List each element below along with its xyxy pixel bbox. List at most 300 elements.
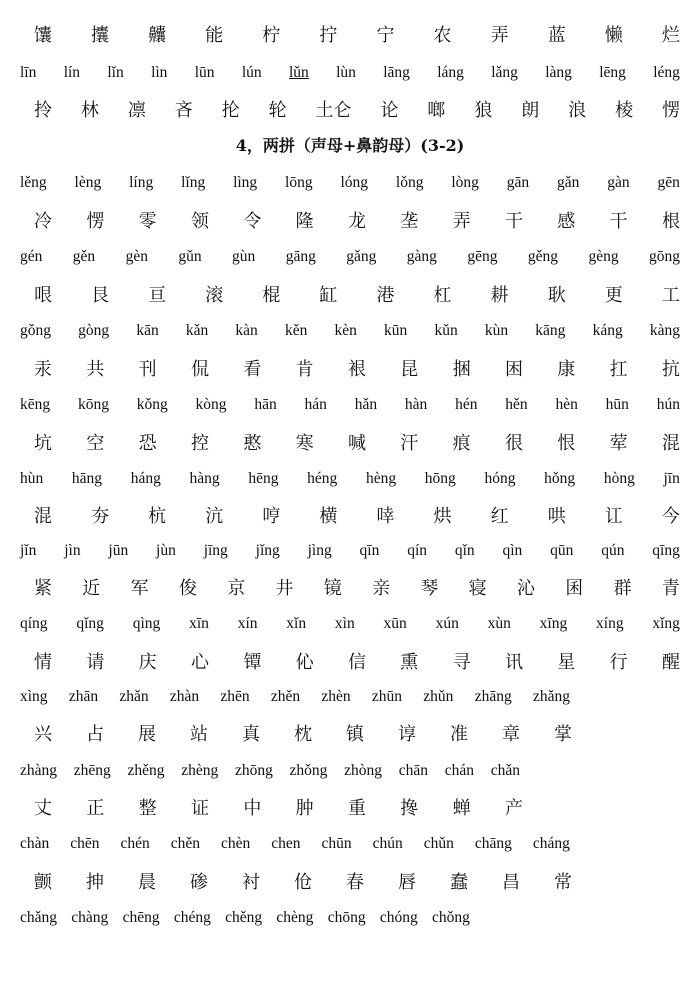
hanzi-char: 寻 — [452, 652, 471, 673]
pinyin-syllable: hěn — [505, 396, 528, 413]
hanzi-char: 滚 — [205, 285, 224, 306]
hanzi-char: 衬 — [242, 872, 260, 893]
hanzi-char: 肿 — [295, 798, 314, 819]
pinyin-syllable: lāng — [383, 64, 410, 81]
pinyin-syllable: chǔn — [423, 835, 454, 852]
hanzi-char: 垄 — [400, 211, 419, 232]
pinyin-syllable: cháng — [532, 835, 570, 852]
hanzi-char: 困 — [504, 359, 523, 380]
hanzi-char: 行 — [609, 652, 628, 673]
hanzi-char: 站 — [190, 724, 208, 745]
pinyin-syllable: chāng — [474, 835, 512, 852]
hanzi-char: 今 — [661, 506, 680, 527]
pinyin-syllable: jìng — [307, 542, 332, 559]
pinyin-syllable: chūn — [321, 835, 352, 852]
hanzi-char: 轮 — [268, 100, 287, 121]
hanzi-char: 镡 — [243, 652, 262, 673]
pinyin-syllable: chān — [398, 762, 429, 779]
hanzi-char: 棍 — [262, 285, 281, 306]
hanzi-char: 章 — [502, 724, 520, 745]
pinyin-syllable: kāng — [535, 322, 566, 339]
pinyin-syllable: lín — [63, 64, 81, 81]
pinyin-syllable: hùn — [20, 470, 44, 487]
hanzi-char: 喊 — [347, 433, 366, 454]
pinyin-syllable: héng — [307, 470, 338, 487]
hanzi-char: 真 — [242, 724, 260, 745]
hanzi-row — [20, 19, 680, 49]
hanzi-char: 琴 — [420, 578, 439, 599]
hanzi-char: 烂 — [661, 25, 680, 46]
pinyin-syllable: kōng — [77, 396, 109, 413]
pinyin-syllable: zhān — [68, 688, 99, 705]
pinyin-syllable: qìng — [132, 615, 161, 632]
hanzi-char: 汞 — [34, 359, 52, 380]
hanzi-char: 混 — [34, 506, 52, 527]
pinyin-syllable: chěn — [170, 835, 201, 852]
pinyin-syllable: kān — [136, 322, 159, 339]
pinyin-syllable: líng — [129, 174, 154, 191]
pinyin-syllable: hǎn — [354, 396, 378, 413]
pinyin-syllable: zhǎng — [532, 688, 570, 705]
pinyin-syllable: chèn — [221, 835, 251, 852]
hanzi-char: 信 — [347, 652, 366, 673]
hanzi-char: 空 — [86, 433, 105, 454]
pinyin-syllable: hōng — [424, 470, 456, 487]
hanzi-char: 正 — [86, 798, 105, 819]
pinyin-syllable: zhǒng — [289, 762, 328, 779]
pinyin-syllable: gùn — [232, 248, 256, 265]
hanzi-char: 狼 — [474, 100, 493, 121]
hanzi-char: 昌 — [502, 872, 520, 893]
pinyin-syllable: chǎng — [20, 909, 58, 926]
hanzi-char: 龙 — [347, 211, 366, 232]
pinyin-row — [20, 390, 680, 420]
hanzi-char: 刊 — [138, 359, 157, 380]
pinyin-syllable: qín — [407, 542, 427, 559]
hanzi-char: 心 — [190, 652, 209, 673]
hanzi-char: 兴 — [34, 724, 52, 745]
pinyin-syllable: xǐn — [286, 615, 307, 632]
hanzi-char: 蓝 — [547, 25, 566, 46]
pinyin-syllable: qīng — [652, 542, 680, 559]
hanzi-char: 重 — [347, 798, 366, 819]
hanzi-char: 情 — [34, 652, 52, 673]
pinyin-syllable: lóng — [340, 174, 369, 191]
pinyin-syllable: xǐng — [652, 615, 680, 632]
pinyin-syllable: xūn — [383, 615, 407, 632]
pinyin-syllable: zhèn — [321, 688, 351, 705]
hanzi-char: 春 — [346, 872, 364, 893]
pinyin-syllable: hāng — [71, 470, 103, 487]
pinyin-syllable: chàn — [20, 835, 50, 852]
hanzi-char: 林 — [80, 100, 99, 121]
hanzi-char: 沆 — [205, 506, 224, 527]
pinyin-syllable: zhèng — [181, 762, 219, 779]
hanzi-char: 烘 — [433, 506, 452, 527]
hanzi-char: 捆 — [452, 359, 471, 380]
hanzi-row — [20, 353, 680, 383]
pinyin-syllable: gān — [506, 174, 530, 191]
hanzi-char: 康 — [557, 359, 576, 380]
hanzi-char: 痕 — [452, 433, 471, 454]
pinyin-syllable: kǒng — [136, 396, 168, 413]
pinyin-syllable: kēng — [20, 396, 51, 413]
pinyin-syllable: hàng — [189, 470, 220, 487]
pinyin-syllable: kàn — [235, 322, 258, 339]
hanzi-char: 混 — [661, 433, 680, 454]
pinyin-syllable: lìng — [233, 174, 258, 191]
hanzi-char: 丈 — [34, 798, 52, 819]
hanzi-char: 工 — [661, 285, 680, 306]
pinyin-syllable: gěng — [527, 248, 559, 265]
hanzi-char: 干 — [504, 211, 523, 232]
hanzi-char: 伈 — [295, 652, 314, 673]
hanzi-char: 干 — [609, 211, 628, 232]
pinyin-syllable: zhěng — [127, 762, 165, 779]
pinyin-syllable: lēng — [599, 64, 626, 81]
pinyin-syllable: láng — [437, 64, 464, 81]
hanzi-char: 馕 — [34, 25, 52, 46]
hanzi-char: 俊 — [178, 578, 197, 599]
pinyin-syllable: hǒng — [544, 470, 576, 487]
hanzi-row — [20, 279, 680, 309]
pinyin-syllable: gěn — [72, 248, 96, 265]
pinyin-syllable: jūn — [108, 542, 129, 559]
pinyin-syllable: qíng — [20, 615, 48, 632]
pinyin-syllable: kǎn — [185, 322, 209, 339]
pinyin-syllable: zhǔn — [423, 688, 454, 705]
hanzi-char: 柠 — [262, 25, 281, 46]
hanzi-char: 近 — [82, 578, 101, 599]
hanzi-char: 共 — [86, 359, 105, 380]
hanzi-char: 颤 — [34, 872, 52, 893]
hanzi-row — [20, 500, 680, 530]
hanzi-char: 港 — [376, 285, 395, 306]
hanzi-char: 杭 — [148, 506, 167, 527]
pinyin-syllable: hèng — [365, 470, 397, 487]
pinyin-syllable: lǎng — [491, 64, 518, 81]
hanzi-char: 横 — [319, 506, 338, 527]
pinyin-syllable: lǒng — [395, 174, 424, 191]
pinyin-syllable: zhōng — [234, 762, 273, 779]
pinyin-syllable: gàn — [607, 174, 630, 191]
pinyin-row — [20, 316, 680, 346]
pinyin-syllable: xìn — [334, 615, 355, 632]
pinyin-row — [20, 903, 470, 933]
pinyin-syllable: xín — [237, 615, 258, 632]
pinyin-syllable: chōng — [327, 909, 366, 926]
hanzi-char: 拎 — [34, 100, 52, 121]
hanzi-char: 军 — [130, 578, 149, 599]
pinyin-syllable: chàng — [71, 909, 109, 926]
pinyin-syllable: gén — [20, 248, 43, 265]
hanzi-char: 更 — [604, 285, 623, 306]
hanzi-char: 紧 — [34, 578, 52, 599]
pinyin-syllable: lùn — [336, 64, 356, 81]
hanzi-char: 红 — [490, 506, 509, 527]
hanzi-char: 亘 — [148, 285, 167, 306]
hanzi-char: 弄 — [490, 25, 509, 46]
pinyin-syllable: kǔn — [434, 322, 458, 339]
pinyin-syllable: chán — [444, 762, 475, 779]
pinyin-syllable: hán — [304, 396, 327, 413]
pinyin-syllable: lǐn — [107, 64, 124, 81]
hanzi-char: 领 — [190, 211, 209, 232]
pinyin-syllable: jīng — [203, 542, 228, 559]
pinyin-syllable: līn — [20, 64, 37, 81]
pinyin-syllable: lèng — [74, 174, 102, 191]
hanzi-char: 隆 — [295, 211, 314, 232]
hanzi-row — [20, 866, 572, 896]
hanzi-char: 哏 — [34, 285, 52, 306]
pinyin-syllable: chen — [271, 835, 301, 852]
pinyin-row — [20, 756, 520, 786]
pinyin-syllable: lìn — [151, 64, 168, 81]
hanzi-char: 拧 — [319, 25, 338, 46]
pinyin-syllable: qún — [601, 542, 625, 559]
hanzi-char: 抗 — [661, 359, 680, 380]
hanzi-char: 攮 — [91, 25, 110, 46]
pinyin-syllable: gǎn — [556, 174, 580, 191]
pinyin-syllable: xìng — [20, 688, 48, 705]
pinyin-row — [20, 168, 680, 198]
pinyin-syllable: jīn — [663, 470, 680, 487]
hanzi-char: 中 — [243, 798, 262, 819]
pinyin-syllable: qǐn — [454, 542, 475, 559]
hanzi-char: 蠢 — [450, 872, 468, 893]
hanzi-char: 坑 — [34, 433, 52, 454]
hanzi-char: 啷 — [427, 100, 446, 121]
pinyin-syllable: kèn — [334, 322, 357, 339]
pinyin-syllable: lōng — [285, 174, 313, 191]
hanzi-char: 京 — [227, 578, 246, 599]
pinyin-row — [20, 682, 570, 712]
pinyin-syllable: kūn — [384, 322, 408, 339]
hanzi-char: 枕 — [294, 724, 312, 745]
hanzi-char: 土仑 — [315, 100, 352, 121]
pinyin-syllable: léng — [653, 64, 680, 81]
pinyin-syllable: zhēng — [73, 762, 111, 779]
hanzi-char: 群 — [613, 578, 632, 599]
pinyin-syllable: gàng — [406, 248, 437, 265]
pinyin-syllable: hèn — [555, 396, 578, 413]
pinyin-syllable: kòng — [195, 396, 227, 413]
hanzi-char: 耕 — [490, 285, 509, 306]
hanzi-char: 蝉 — [452, 798, 471, 819]
pinyin-syllable: lěng — [20, 174, 47, 191]
pinyin-syllable: lǐng — [181, 174, 206, 191]
pinyin-row — [20, 829, 570, 859]
pinyin-syllable: chǎn — [490, 762, 520, 779]
pinyin-syllable: chēn — [70, 835, 100, 852]
pinyin-syllable: hòng — [603, 470, 635, 487]
pinyin-syllable: lún — [241, 64, 262, 81]
hanzi-row — [20, 427, 680, 457]
hanzi-char: 啈 — [376, 506, 395, 527]
pinyin-syllable: kěn — [284, 322, 308, 339]
hanzi-char: 搀 — [400, 798, 419, 819]
hanzi-char: 看 — [243, 359, 262, 380]
hanzi-row — [20, 205, 680, 235]
pinyin-syllable: zhēn — [220, 688, 250, 705]
hanzi-char: 感 — [557, 211, 576, 232]
pinyin-syllable: xùn — [487, 615, 511, 632]
pinyin-syllable: chóng — [379, 909, 418, 926]
pinyin-syllable: xíng — [596, 615, 624, 632]
hanzi-char: 弄 — [452, 211, 471, 232]
pinyin-syllable: hún — [656, 396, 680, 413]
hanzi-row — [20, 572, 680, 602]
hanzi-char: 吝 — [174, 100, 193, 121]
hanzi-char: 愣 — [661, 100, 680, 121]
hanzi-char: 零 — [138, 211, 157, 232]
hanzi-char: 缸 — [319, 285, 338, 306]
hanzi-char: 展 — [138, 724, 156, 745]
pinyin-syllable: lòng — [451, 174, 479, 191]
hanzi-char: 夯 — [91, 506, 110, 527]
hanzi-char: 农 — [433, 25, 452, 46]
pinyin-syllable: zhòng — [344, 762, 383, 779]
hanzi-char: 根 — [661, 211, 680, 232]
hanzi-char: 请 — [86, 652, 105, 673]
hanzi-char: 熏 — [400, 652, 419, 673]
hanzi-char: 恐 — [138, 433, 157, 454]
pinyin-syllable: jìn — [64, 542, 81, 559]
hanzi-char: 谆 — [398, 724, 416, 745]
hanzi-char: 控 — [190, 433, 209, 454]
hanzi-char: 星 — [557, 652, 576, 673]
hanzi-char: 杠 — [433, 285, 452, 306]
hanzi-char: 令 — [243, 211, 262, 232]
pinyin-syllable: làng — [545, 64, 572, 81]
hanzi-char: 憨 — [243, 433, 262, 454]
hanzi-char: 裉 — [347, 359, 366, 380]
hanzi-char: 镜 — [323, 578, 342, 599]
hanzi-char: 占 — [86, 724, 104, 745]
pinyin-syllable: káng — [592, 322, 623, 339]
pinyin-syllable: jǐng — [255, 542, 280, 559]
pinyin-syllable: xīn — [189, 615, 209, 632]
pinyin-syllable: zhàn — [169, 688, 200, 705]
pinyin-syllable: gǒng — [20, 322, 51, 339]
hanzi-char: 寝 — [468, 578, 487, 599]
pinyin-syllable: lǔn — [289, 64, 309, 81]
hanzi-char: 伧 — [294, 872, 312, 893]
hanzi-char: 汗 — [400, 433, 419, 454]
hanzi-char: 齉 — [148, 25, 167, 46]
pinyin-syllable: qīn — [359, 542, 380, 559]
hanzi-char: 晨 — [138, 872, 156, 893]
hanzi-char: 庆 — [138, 652, 157, 673]
hanzi-char: 昆 — [400, 359, 419, 380]
pinyin-syllable: chǒng — [432, 909, 470, 926]
pinyin-syllable: chéng — [173, 909, 211, 926]
pinyin-syllable: gōng — [648, 248, 680, 265]
hanzi-char: 扛 — [609, 359, 628, 380]
pinyin-syllable: qūn — [550, 542, 574, 559]
pinyin-syllable: chún — [372, 835, 403, 852]
hanzi-char: 很 — [504, 433, 523, 454]
pinyin-row — [20, 58, 680, 88]
pinyin-syllable: zhǎn — [119, 688, 149, 705]
pinyin-syllable: qǐng — [76, 615, 104, 632]
hanzi-char: 肯 — [295, 359, 314, 380]
hanzi-char: 产 — [504, 798, 523, 819]
pinyin-row — [20, 242, 680, 272]
pinyin-syllable: kùn — [484, 322, 509, 339]
hanzi-char: 唇 — [398, 872, 416, 893]
hanzi-char: 井 — [275, 578, 294, 599]
pinyin-syllable: zhāng — [474, 688, 512, 705]
hanzi-char: 抻 — [86, 872, 104, 893]
hanzi-char: 青 — [661, 578, 680, 599]
hanzi-char: 镇 — [346, 724, 364, 745]
pinyin-row — [20, 609, 680, 639]
pinyin-syllable: gǔn — [178, 248, 202, 265]
hanzi-char: 凛 — [127, 100, 146, 121]
hanzi-char: 碜 — [190, 872, 208, 893]
hanzi-char: 耿 — [547, 285, 566, 306]
hanzi-char: 醒 — [661, 652, 680, 673]
pinyin-syllable: gēn — [657, 174, 680, 191]
pinyin-row — [20, 536, 680, 566]
hanzi-char: 恨 — [557, 433, 576, 454]
hanzi-char: 证 — [190, 798, 209, 819]
pinyin-syllable: qìn — [502, 542, 523, 559]
pinyin-syllable: gòng — [78, 322, 110, 339]
hanzi-char: 整 — [138, 798, 157, 819]
hanzi-char: 朗 — [521, 100, 540, 121]
pinyin-syllable: gǎng — [346, 248, 377, 265]
pinyin-syllable: hóng — [484, 470, 516, 487]
hanzi-row — [20, 718, 572, 748]
hanzi-char: 棱 — [615, 100, 634, 121]
hanzi-char: 懒 — [604, 25, 623, 46]
section-heading: 4，两拼（声母+鼻韵母）(3-2) — [235, 136, 465, 155]
hanzi-char: 囷 — [565, 578, 584, 599]
pinyin-syllable: chén — [120, 835, 150, 852]
hanzi-char: 沁 — [516, 578, 535, 599]
hanzi-char: 寒 — [295, 433, 314, 454]
pinyin-syllable: jǐn — [20, 542, 37, 559]
pinyin-syllable: hēng — [248, 470, 279, 487]
pinyin-syllable: lūn — [194, 64, 215, 81]
hanzi-char: 能 — [205, 25, 224, 46]
hanzi-char: 掌 — [554, 724, 572, 745]
pinyin-syllable: xīng — [539, 615, 568, 632]
pinyin-syllable: háng — [130, 470, 161, 487]
pinyin-syllable: gēng — [467, 248, 498, 265]
pinyin-syllable: xún — [435, 615, 459, 632]
pinyin-syllable: zhàng — [20, 762, 58, 779]
pinyin-row — [20, 464, 680, 494]
hanzi-char: 浪 — [568, 100, 587, 121]
hanzi-row — [20, 646, 680, 676]
hanzi-char: 冷 — [34, 211, 52, 232]
pinyin-syllable: zhūn — [371, 688, 403, 705]
pinyin-syllable: jùn — [156, 542, 176, 559]
hanzi-row — [20, 94, 680, 124]
hanzi-char: 讧 — [604, 506, 623, 527]
hanzi-char: 哄 — [547, 506, 566, 527]
hanzi-char: 亲 — [372, 578, 391, 599]
hanzi-char: 常 — [554, 872, 572, 893]
hanzi-char: 侃 — [190, 359, 209, 380]
pinyin-syllable: chèng — [276, 909, 314, 926]
hanzi-char: 宁 — [376, 25, 395, 46]
pinyin-syllable: hūn — [605, 396, 629, 413]
hanzi-row — [20, 792, 523, 822]
